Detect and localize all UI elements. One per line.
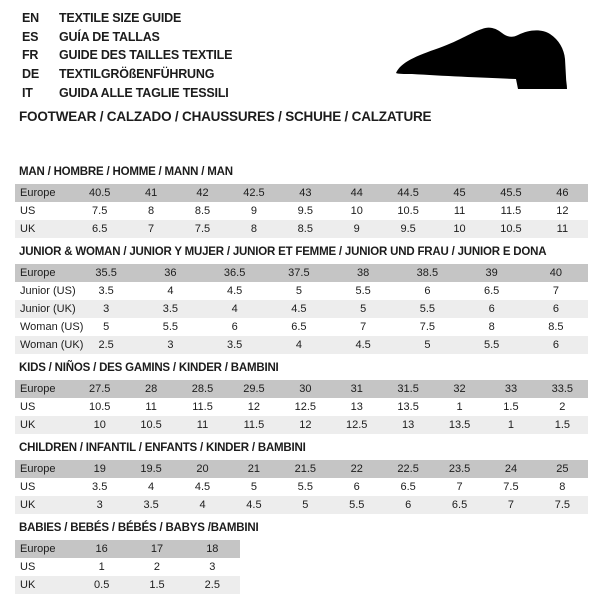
size-cell: 6.5 [92, 223, 108, 235]
size-table-title: BABIES / BEBÉS / BÉBÉS / BABYS /BAMBINI [19, 522, 259, 534]
size-cell: 6 [424, 285, 431, 297]
size-cell: 7.5 [503, 481, 519, 493]
size-cell: 10 [350, 205, 363, 217]
language-row [22, 46, 232, 65]
row-label-cell: UK [20, 419, 36, 431]
size-table-section [15, 166, 588, 238]
size-cell: 46 [556, 187, 569, 199]
size-cell: 12.5 [294, 401, 317, 413]
language-row [22, 28, 232, 47]
size-cell: 12.5 [346, 419, 368, 431]
size-table-section [15, 442, 588, 514]
size-cell: 3 [96, 499, 103, 511]
size-cell: 4 [231, 303, 238, 315]
size-cell: 11.5 [500, 205, 522, 217]
size-cell: 11 [453, 205, 466, 217]
row-label-cell: US [20, 205, 36, 217]
language-code: ES [22, 29, 39, 44]
size-cell: 5.5 [162, 321, 179, 333]
size-cell: 38 [357, 267, 370, 279]
size-cell: 8.5 [297, 223, 313, 235]
size-cell: 3 [103, 303, 110, 315]
size-cell: 43 [299, 187, 312, 199]
size-cell: 27.5 [88, 383, 111, 395]
size-cell: 36.5 [223, 267, 246, 279]
size-cell: 28 [144, 383, 158, 395]
size-cell: 9.5 [297, 205, 313, 217]
size-cell: 7.5 [554, 499, 570, 511]
size-cell: 37.5 [288, 267, 310, 279]
size-cell: 10 [453, 223, 466, 235]
size-cell: 4.5 [194, 481, 211, 493]
size-cell: 30 [299, 383, 312, 395]
size-cell: 4 [295, 339, 302, 351]
size-cell: 8.5 [194, 205, 211, 217]
language-code: IT [22, 85, 33, 100]
size-cell: 3.5 [92, 481, 108, 493]
dress-shoe-icon [393, 27, 575, 101]
language-row [22, 83, 232, 102]
row-label-cell: UK [20, 579, 36, 591]
size-cell: 23.5 [448, 463, 471, 475]
size-cell: 3 [167, 339, 174, 351]
size-cell: 38.5 [416, 267, 439, 279]
size-cell: 21 [247, 463, 261, 475]
size-table-section [15, 246, 588, 354]
table-row [15, 398, 588, 416]
size-cell: 7.5 [194, 223, 211, 235]
row-label-cell: UK [20, 499, 36, 511]
size-cell: 13 [350, 401, 363, 413]
size-cell: 10.5 [88, 401, 111, 413]
size-cell: 6 [405, 499, 412, 511]
size-cell: 2 [559, 401, 566, 413]
table-row [15, 300, 588, 318]
size-cell: 7 [148, 223, 155, 235]
size-table [15, 460, 588, 514]
size-cell: 6 [552, 303, 559, 315]
size-cell: 4 [148, 481, 155, 493]
size-cell: 22.5 [397, 463, 419, 475]
table-row [15, 380, 588, 398]
row-label-cell: Junior (US) [20, 285, 76, 297]
size-cell: 7 [507, 499, 515, 511]
size-cell: 20 [196, 463, 209, 475]
size-cell: 5.5 [355, 285, 371, 297]
table-row [15, 220, 588, 238]
size-cell: 40 [549, 267, 562, 279]
size-cell: 36 [164, 267, 177, 279]
size-cell: 4.5 [355, 339, 371, 351]
size-cell: 9 [353, 223, 360, 235]
language-code: FR [22, 48, 39, 63]
language-row [22, 9, 232, 28]
size-table [15, 540, 240, 594]
size-cell: 7 [552, 285, 559, 297]
size-cell: 5 [250, 481, 257, 493]
size-table-title: CHILDREN / INFANTIL / ENFANTS / KINDER / BAMBINI [19, 442, 306, 454]
size-cell: 44 [350, 187, 363, 199]
size-cell: 5.5 [297, 481, 313, 493]
table-row [15, 558, 240, 576]
language-label: TEXTILGRÖßENFÜHRUNG [59, 67, 215, 82]
size-cell: 24 [504, 463, 518, 475]
size-table-section [15, 522, 588, 594]
table-row [15, 336, 588, 354]
size-table-section [15, 362, 588, 434]
size-cell: 5 [302, 499, 309, 511]
table-row [15, 202, 588, 220]
size-cell: 1 [98, 561, 105, 573]
size-cell: 44.5 [397, 187, 419, 199]
table-row [15, 460, 588, 478]
size-table [15, 380, 588, 434]
size-table [15, 264, 588, 354]
size-cell: 33.5 [551, 383, 574, 395]
row-label-cell: US [20, 481, 36, 493]
size-cell: 45.5 [500, 187, 522, 199]
size-cell: 7.5 [92, 205, 108, 217]
size-cell: 4 [199, 499, 206, 511]
size-cell: 6 [353, 481, 360, 493]
table-row [15, 184, 588, 202]
table-row [15, 576, 240, 594]
language-code: EN [22, 11, 39, 26]
size-cell: 8 [250, 223, 257, 235]
size-cell: 16 [95, 543, 108, 555]
row-label-cell: Woman (US) [20, 321, 84, 333]
size-cell: 5 [103, 321, 110, 333]
size-cell: 6 [231, 321, 238, 333]
size-cell: 3.5 [143, 499, 159, 511]
size-cell: 29.5 [243, 383, 265, 395]
size-cell: 11.5 [243, 419, 265, 431]
size-cell: 11 [556, 223, 569, 235]
size-table-title: KIDS / NIÑOS / DES GAMINS / KINDER / BAMBINI [19, 362, 279, 374]
size-cell: 10.5 [140, 419, 162, 431]
size-cell: 2.5 [98, 339, 114, 351]
size-cell: 13.5 [397, 401, 419, 413]
size-cell: 41 [144, 187, 158, 199]
row-label-cell: Europe [20, 463, 56, 475]
size-cell: 8 [488, 321, 495, 333]
size-cell: 10.5 [397, 205, 419, 217]
size-cell: 13 [402, 419, 415, 431]
size-cell: 1.5 [554, 419, 570, 431]
size-cell: 0.5 [94, 579, 110, 591]
size-cell: 12 [247, 401, 261, 413]
language-label: GUIDA ALLE TAGLIE TESSILI [59, 85, 229, 100]
size-cell: 2.5 [204, 579, 220, 591]
size-cell: 9 [250, 205, 257, 217]
size-cell: 5 [295, 285, 302, 297]
size-cell: 13.5 [448, 419, 471, 431]
category-line: FOOTWEAR / CALZADO / CHAUSSURES / SCHUHE / CALZATURE [19, 109, 432, 124]
size-cell: 39 [485, 267, 498, 279]
language-row [22, 65, 232, 84]
size-cell: 10.5 [500, 223, 522, 235]
size-cell: 22 [350, 463, 363, 475]
table-row [15, 496, 588, 514]
size-cell: 2 [153, 561, 161, 573]
size-cell: 11.5 [192, 401, 213, 413]
size-cell: 6.5 [451, 499, 468, 511]
size-tables [15, 166, 588, 594]
size-cell: 1.5 [503, 401, 519, 413]
size-cell: 19 [93, 463, 106, 475]
table-row [15, 416, 588, 434]
size-cell: 6 [552, 339, 559, 351]
size-cell: 4 [167, 285, 174, 297]
size-cell: 8.5 [548, 321, 564, 333]
row-label-cell: Europe [20, 187, 56, 199]
size-cell: 11 [145, 401, 157, 413]
size-cell: 1 [456, 401, 463, 413]
size-cell: 5.5 [483, 339, 500, 351]
table-row [15, 478, 588, 496]
table-row [15, 264, 588, 282]
size-cell: 4.5 [226, 285, 243, 297]
size-cell: 3.5 [226, 339, 243, 351]
table-row [15, 540, 240, 558]
size-cell: 3.5 [162, 303, 179, 315]
size-table-title: JUNIOR & WOMAN / JUNIOR Y MUJER / JUNIOR ET FEMME / JUNIOR UND FRAU / JUNIOR E DONA [19, 246, 547, 258]
size-cell: 8 [148, 205, 155, 217]
size-cell: 31.5 [397, 383, 419, 395]
size-cell: 7.5 [419, 321, 436, 333]
size-cell: 7 [360, 321, 367, 333]
row-label-cell: Europe [20, 267, 56, 279]
size-cell: 42.5 [243, 187, 265, 199]
size-cell: 7 [456, 481, 463, 493]
size-cell: 1.5 [149, 579, 165, 591]
size-cell: 8 [559, 481, 566, 493]
size-cell: 5.5 [349, 499, 365, 511]
size-cell: 12 [299, 419, 312, 431]
table-row [15, 282, 588, 300]
row-label-cell: US [20, 401, 36, 413]
row-label-cell: US [20, 561, 36, 573]
size-cell: 28.5 [191, 383, 214, 395]
table-row [15, 318, 588, 336]
language-list [22, 9, 232, 102]
size-cell: 25 [556, 463, 569, 475]
row-label-cell: Junior (UK) [20, 303, 76, 315]
size-cell: 4.5 [246, 499, 262, 511]
size-table-title: MAN / HOMBRE / HOMME / MANN / MAN [19, 166, 233, 178]
size-cell: 17 [150, 543, 164, 555]
size-cell: 9.5 [400, 223, 416, 235]
size-cell: 6.5 [400, 481, 416, 493]
size-cell: 11 [196, 419, 209, 431]
size-cell: 12 [556, 205, 569, 217]
size-cell: 45 [453, 187, 466, 199]
language-label: GUIDE DES TAILLES TEXTILE [59, 48, 233, 63]
size-table [15, 184, 588, 238]
size-cell: 32 [453, 383, 466, 395]
size-cell: 5 [360, 303, 367, 315]
size-cell: 5 [424, 339, 431, 351]
size-cell: 21.5 [294, 463, 317, 475]
size-cell: 19.5 [140, 463, 162, 475]
size-cell: 10 [93, 419, 106, 431]
size-cell: 33 [504, 383, 518, 395]
size-cell: 18 [206, 543, 219, 555]
language-label: TEXTILE SIZE GUIDE [59, 11, 182, 26]
size-cell: 6 [488, 303, 495, 315]
size-cell: 6.5 [291, 321, 307, 333]
row-label-cell: Europe [20, 383, 56, 395]
size-cell: 35.5 [95, 267, 117, 279]
row-label-cell: Woman (UK) [20, 339, 84, 351]
row-label-cell: UK [20, 223, 36, 235]
row-label-cell: Europe [20, 543, 56, 555]
size-cell: 42 [196, 187, 209, 199]
size-cell: 1 [507, 419, 515, 431]
size-cell: 4.5 [291, 303, 307, 315]
language-label: GUÍA DE TALLAS [59, 29, 160, 44]
size-cell: 3 [209, 561, 216, 573]
size-cell: 31 [350, 383, 363, 395]
size-cell: 5.5 [419, 303, 436, 315]
size-cell: 3.5 [98, 285, 114, 297]
size-cell: 6.5 [483, 285, 500, 297]
language-code: DE [22, 67, 39, 82]
size-cell: 40.5 [88, 187, 111, 199]
